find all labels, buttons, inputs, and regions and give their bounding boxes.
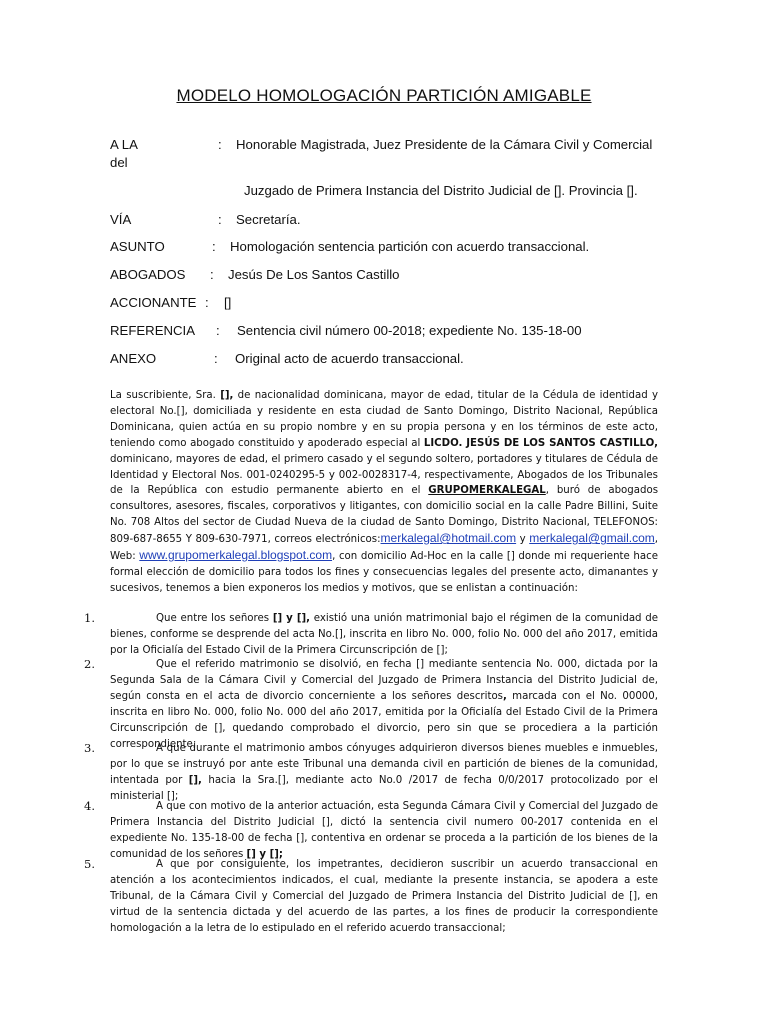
- list-item: [110, 857, 658, 937]
- intro-name-placeholder: [],: [220, 390, 234, 401]
- header-label-via: VÍA: [110, 212, 132, 227]
- header-label-a-la: A LA: [110, 137, 138, 152]
- list-item-bold: [] y [],: [272, 613, 311, 624]
- header-colon: :: [218, 212, 222, 227]
- intro-text: de nacionalidad dominicana, mayor de edad, titular de la Cédula de identidad y electoral No.[], domiciliada y residente en esta ciudad de Santo Domingo, Distrito Nacional, República Dominicana, quien actúa en su propio nombre y en su propia persona y en los términos de este acto, teniendo como abogado constituido y apoderado especial al: [110, 390, 658, 449]
- intro-text: La suscribiente, Sra.: [110, 390, 221, 401]
- list-item-text: hacia la Sra.[], mediante acto No.0 /2017 de fecha 0/0/2017 protocolizado por el ministerial [];: [110, 774, 658, 802]
- email-link-gmail[interactable]: merkalegal@gmail.com: [529, 531, 655, 546]
- header-label-anexo: ANEXO: [110, 351, 157, 366]
- intro-text: dominicano, mayores de edad, el primero casado y el segundo soltero, portadores y titulares de Cédula de Identidad y Electoral Nos. 001-0240295-5 y 002-0028317-4, respectivamente, Abogados de los Tribunales de la República con estudio permanente abierto en el: [110, 453, 658, 497]
- header-label-referencia: REFERENCIA: [110, 323, 195, 338]
- list-number: 4.: [84, 799, 95, 813]
- header-value-juzgado: Juzgado de Primera Instancia del Distrito Judicial de []. Provincia [].: [244, 183, 638, 198]
- document-title: MODELO HOMOLOGACIÓN PARTICIÓN AMIGABLE: [176, 86, 592, 105]
- header-colon: :: [205, 295, 209, 310]
- list-number: 3.: [84, 741, 95, 755]
- list-item-text: A que por consiguiente, los impetrantes, decidieron suscribir un acuerdo transaccional en atención a los acontecimientos indicados, el cual, mediante la presente instancia, se apodera a este Tribunal, de la Cámara Civil y Comercial del Juzgado de Primera Instancia del Distrito Judicial de [], en virtud de la sentencia dictada y del acuerdo de las partes, a los fines de producir la correspondiente homologación a la letra de lo estipulado en el referido acuerdo transaccional;: [110, 859, 658, 934]
- header-value-via: Secretaría.: [236, 212, 301, 227]
- header-value-abogados: Jesús De Los Santos Castillo: [228, 267, 400, 282]
- header-colon: :: [214, 351, 218, 366]
- intro-lawyer-name: LICDO. JESÚS DE LOS SANTOS CASTILLO,: [423, 437, 658, 449]
- list-item-text: A que durante el matrimonio ambos cónyuges adquirieron diversos bienes muebles e inmuebles, por lo que se instruyó por ante este Tribunal una demanda civil en partición de bienes de la comunidad, intentada por: [110, 743, 658, 786]
- list-item-bold: [],: [188, 774, 202, 786]
- list-item-bold: ,: [502, 690, 507, 702]
- header-value-a-la: Honorable Magistrada, Juez Presidente de la Cámara Civil y Comercial: [236, 137, 653, 152]
- list-item-text: marcada con el No. 00000, inscrita en libro No. 000, folio No. 000 del año 2017, emitida por la Oficialía del Estado Civil de la Primera Circunscripción de [], quedando comprobado el divorcio, pero sin que se procediera a la partición correspondiente;: [110, 690, 658, 750]
- header-block: [110, 136, 670, 376]
- email-link-hotmail[interactable]: merkalegal@hotmail.com: [380, 531, 517, 546]
- header-value-anexo: Original acto de acuerdo transaccional.: [235, 351, 464, 366]
- list-item-text: A que con motivo de la anterior actuación, esta Segunda Cámara Civil y Comercial del Juzgado de Primera Instancia del Distrito Judicial [], dictó la sentencia civil numero 00-2017 contenida en el expediente No. 135-18-00 de fecha [], contentiva en ordenar se proceda a la partición de los bienes de la comunidad de los señores: [110, 801, 658, 860]
- intro-text: y: [516, 534, 530, 546]
- header-colon: :: [210, 267, 214, 282]
- header-label-asunto: ASUNTO: [110, 239, 165, 254]
- list-item-bold: [] y [];: [246, 848, 283, 860]
- header-label-del: del: [110, 155, 128, 170]
- list-number: 5.: [84, 857, 95, 871]
- header-label-accionante: ACCIONANTE: [110, 295, 197, 310]
- intro-text: , con domicilio Ad-Hoc en la calle [] donde mi requeriente hace formal elección de domicilio para todos los fines y consecuencias legales del presente acto, dimanantes y sucesivos, tenemos a bien exponeros los medios y motivos, que se enlistan a continuación:: [110, 551, 658, 594]
- intro-text: , Web:: [110, 534, 659, 563]
- list-item-text: Que entre los señores: [156, 613, 273, 624]
- list-item: [110, 799, 658, 863]
- list-item: [110, 657, 658, 752]
- header-label-abogados: ABOGADOS: [110, 267, 186, 282]
- list-item: [110, 611, 658, 659]
- header-colon: :: [212, 239, 216, 254]
- header-value-referencia: Sentencia civil número 00-2018; expediente No. 135-18-00: [237, 323, 582, 338]
- list-number: 1.: [84, 611, 95, 625]
- list-item: [110, 741, 658, 805]
- intro-firm-name: GRUPOMERKALEGAL: [428, 485, 546, 497]
- header-colon: :: [216, 323, 220, 338]
- header-value-asunto: Homologación sentencia partición con acuerdo transaccional.: [230, 239, 590, 254]
- intro-paragraph: [110, 388, 658, 597]
- list-item-text: Que el referido matrimonio se disolvió, en fecha [] mediante sentencia No. 000, dictada por la Segunda Sala de la Cámara Civil y Comercial del Juzgado de Primera Instancia del Distrito Judicial de, según consta en el acta de divorcio concerniente a los señores descritos: [110, 659, 658, 702]
- list-number: 2.: [84, 657, 95, 671]
- header-value-accionante: []: [224, 295, 232, 310]
- header-colon: :: [218, 137, 222, 152]
- intro-text: , buró de abogados consultores, asesores, fiscales, corporativos y litigantes, con domicilio social en la calle Padre Billini, Suite No. 708 Altos del sector de Ciudad Nueva de la ciudad de Santo Domingo, Distrito Nacional, TELEFONOS: 809-687-8655 Y 809-630-7971, correos electrónicos:: [110, 485, 659, 546]
- list-item-text: existió una unión matrimonial bajo el régimen de la comunidad de bienes, conforme se desprende del acta No.[], inscrita en libro No. 000, folio No. 000 del año 2017, emitida por la Oficialía del Estado Civil de la Primera Circunscripción de [];: [110, 613, 658, 656]
- website-link[interactable]: www.grupomerkalegal.blogspot.com: [139, 548, 333, 563]
